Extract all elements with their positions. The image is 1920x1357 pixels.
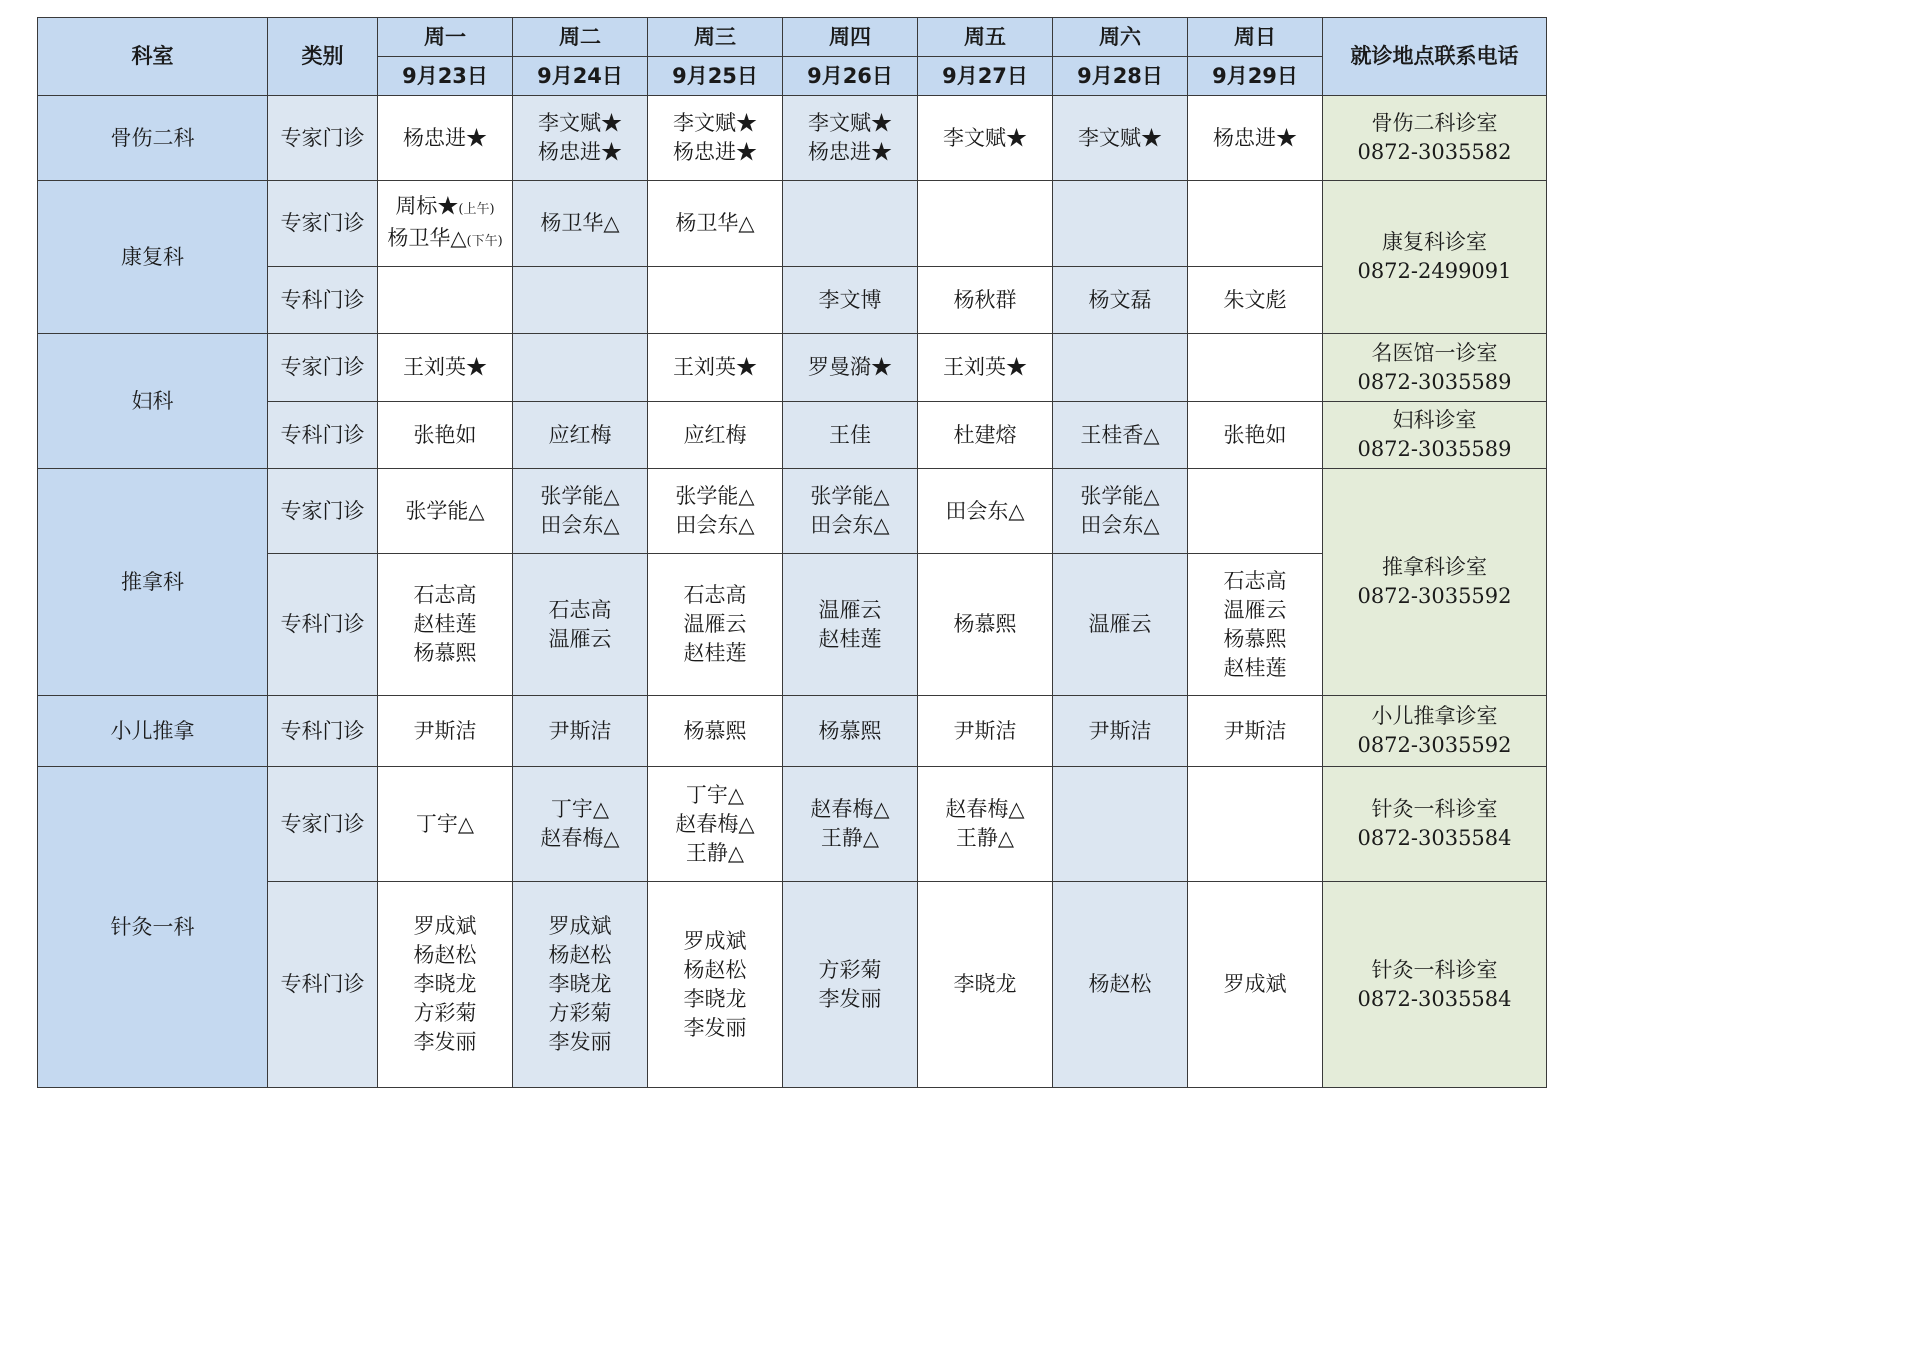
doctor-name: 罗成斌 bbox=[413, 914, 477, 938]
location-room: 名医馆一诊室 bbox=[1371, 340, 1498, 365]
schedule-cell bbox=[1053, 882, 1188, 1088]
doctor-name: 应红梅 bbox=[683, 422, 747, 447]
schedule-cell bbox=[783, 267, 918, 334]
doctor-name: 李发丽 bbox=[818, 986, 882, 1011]
schedule-cell bbox=[1188, 334, 1323, 402]
header-date: 9月29日 bbox=[1188, 57, 1323, 96]
location-room: 骨伤二科诊室 bbox=[1371, 111, 1498, 135]
schedule-cell bbox=[918, 96, 1053, 181]
doctor-name: 张艳如 bbox=[1223, 422, 1287, 447]
doctor-name: 杨慕熙 bbox=[818, 718, 882, 743]
schedule-cell bbox=[513, 554, 648, 696]
dept-tuina: 推拿科 bbox=[38, 469, 268, 696]
doctor-name: 石志高 bbox=[683, 583, 747, 607]
location-phone: 0872-3035589 bbox=[1357, 369, 1512, 394]
doctor-name: 李文博 bbox=[818, 287, 882, 312]
row-fuke-expert bbox=[38, 334, 1547, 402]
schedule-cell bbox=[513, 267, 648, 334]
doctor-name: 李文赋★ bbox=[673, 111, 757, 135]
schedule-cell bbox=[1053, 767, 1188, 882]
dept-gushang: 骨伤二科 bbox=[38, 96, 268, 181]
row-gushang-expert bbox=[38, 96, 1547, 181]
doctor-name: 尹斯洁 bbox=[413, 718, 477, 743]
doctor-name: 杨忠进★ bbox=[538, 140, 622, 164]
category-specialty: 专科门诊 bbox=[268, 267, 378, 334]
location-room: 推拿科诊室 bbox=[1382, 555, 1487, 579]
doctor-name: 李晓龙 bbox=[683, 986, 747, 1011]
schedule-cell bbox=[513, 402, 648, 469]
location-room: 妇科诊室 bbox=[1392, 408, 1477, 432]
schedule-cell bbox=[513, 469, 648, 554]
schedule-cell bbox=[378, 696, 513, 767]
location-phone: 0872-3035592 bbox=[1357, 733, 1512, 757]
schedule-cell bbox=[783, 554, 918, 696]
doctor-name: 赵春梅△ bbox=[810, 797, 890, 821]
header-dept: 科室 bbox=[38, 18, 268, 96]
header-date: 9月28日 bbox=[1053, 57, 1188, 96]
doctor-name: 田会东△ bbox=[675, 513, 755, 537]
schedule-cell bbox=[1188, 96, 1323, 181]
doctor-name: 王刘英★ bbox=[943, 355, 1027, 379]
doctor-name: 杨慕熙 bbox=[953, 612, 1017, 636]
doctor-name: 李文赋★ bbox=[943, 125, 1027, 150]
location-cell bbox=[1323, 767, 1547, 882]
doctor-name: 赵桂莲 bbox=[818, 626, 882, 651]
location-cell bbox=[1323, 334, 1547, 402]
doctor-name: 赵桂莲 bbox=[683, 641, 747, 665]
doctor-name: 张学能△ bbox=[540, 484, 620, 508]
location-room: 小儿推拿诊室 bbox=[1371, 704, 1498, 728]
schedule-cell bbox=[918, 181, 1053, 267]
doctor-name: 朱文彪 bbox=[1223, 287, 1287, 312]
location-cell bbox=[1323, 96, 1547, 181]
schedule-cell bbox=[1053, 181, 1188, 267]
schedule-cell bbox=[378, 767, 513, 882]
schedule-cell bbox=[1053, 267, 1188, 334]
doctor-name: 罗曼漪★ bbox=[808, 355, 892, 379]
category-specialty: 专科门诊 bbox=[268, 402, 378, 469]
schedule-cell bbox=[783, 402, 918, 469]
schedule-cell bbox=[513, 334, 648, 402]
schedule-cell bbox=[1188, 402, 1323, 469]
location-cell bbox=[1323, 181, 1547, 334]
doctor-name: 方彩菊 bbox=[818, 957, 882, 982]
doctor-name: 张学能△ bbox=[675, 484, 755, 508]
doctor-name: 王静△ bbox=[820, 826, 880, 850]
schedule-cell bbox=[918, 334, 1053, 402]
doctor-name: 张学能△ bbox=[405, 498, 485, 523]
doctor-name: 赵春梅△ bbox=[540, 826, 620, 850]
doctor-name: 李发丽 bbox=[413, 1030, 477, 1054]
schedule-cell bbox=[1053, 696, 1188, 767]
schedule-cell bbox=[918, 882, 1053, 1088]
doctor-name: 温雁云 bbox=[683, 612, 747, 636]
schedule-cell bbox=[648, 767, 783, 882]
schedule-cell bbox=[783, 767, 918, 882]
doctor-name: 杨卫华△ bbox=[540, 211, 620, 235]
dept-kangfu: 康复科 bbox=[38, 181, 268, 334]
schedule-cell bbox=[783, 181, 918, 267]
location-room: 康复科诊室 bbox=[1382, 230, 1487, 254]
schedule-cell bbox=[648, 882, 783, 1088]
schedule-cell bbox=[1053, 96, 1188, 181]
doctor-name: 石志高 bbox=[548, 597, 612, 622]
schedule-cell bbox=[918, 469, 1053, 554]
header-weekday: 周一 bbox=[378, 18, 513, 57]
doctor-name: 田会东△ bbox=[945, 498, 1025, 523]
doctor-name: 李晓龙 bbox=[953, 972, 1017, 996]
schedule-cell bbox=[378, 181, 513, 267]
schedule-cell bbox=[378, 402, 513, 469]
row-tuina-expert bbox=[38, 469, 1547, 554]
doctor-name: 张学能△ bbox=[810, 484, 890, 508]
doctor-name: 罗成斌 bbox=[1223, 972, 1287, 996]
schedule-cell bbox=[513, 696, 648, 767]
category-expert: 专家门诊 bbox=[268, 469, 378, 554]
schedule-cell bbox=[1053, 334, 1188, 402]
dept-zhenjiu: 针灸一科 bbox=[38, 767, 268, 1088]
schedule-cell bbox=[1053, 554, 1188, 696]
header-weekday: 周五 bbox=[918, 18, 1053, 57]
category-expert: 专家门诊 bbox=[268, 767, 378, 882]
doctor-name: 杨慕熙 bbox=[683, 718, 747, 743]
doctor-name: 王刘英★ bbox=[403, 355, 487, 379]
doctor-name: 杨赵松 bbox=[548, 943, 612, 967]
doctor-name: 杨忠进★ bbox=[808, 140, 892, 164]
doctor-name: 杨忠进★ bbox=[673, 140, 757, 164]
doctor-name: 杨赵松 bbox=[1088, 972, 1152, 996]
doctor-name: 王桂香△ bbox=[1080, 422, 1160, 447]
category-expert: 专家门诊 bbox=[268, 181, 378, 267]
clinic-schedule-table bbox=[37, 17, 1547, 1088]
schedule-cell bbox=[783, 882, 918, 1088]
schedule-cell bbox=[783, 96, 918, 181]
schedule-cell bbox=[378, 267, 513, 334]
doctor-name: 赵春梅△ bbox=[675, 811, 755, 836]
schedule-cell bbox=[1188, 696, 1323, 767]
location-room: 针灸一科诊室 bbox=[1371, 797, 1498, 821]
schedule-cell bbox=[1188, 767, 1323, 882]
category-specialty: 专科门诊 bbox=[268, 882, 378, 1088]
doctor-name: 王佳 bbox=[829, 422, 871, 447]
location-cell bbox=[1323, 882, 1547, 1088]
doctor-name: 罗成斌 bbox=[683, 928, 747, 953]
schedule-cell bbox=[648, 469, 783, 554]
doctor-name: 李发丽 bbox=[548, 1030, 612, 1054]
doctor-name: 李晓龙 bbox=[413, 972, 477, 996]
doctor-name: 杨赵松 bbox=[413, 943, 477, 967]
schedule-cell bbox=[918, 767, 1053, 882]
category-specialty: 专科门诊 bbox=[268, 696, 378, 767]
header-weekday: 周三 bbox=[648, 18, 783, 57]
doctor-name: 温雁云 bbox=[1088, 612, 1152, 636]
location-phone: 0872-2499091 bbox=[1357, 259, 1512, 283]
schedule-cell bbox=[378, 882, 513, 1088]
schedule-cell bbox=[513, 767, 648, 882]
doctor-name: 温雁云 bbox=[548, 626, 612, 651]
schedule-cell bbox=[378, 554, 513, 696]
doctor-name: 石志高 bbox=[1223, 568, 1287, 593]
header-category: 类别 bbox=[268, 18, 378, 96]
category-specialty: 专科门诊 bbox=[268, 554, 378, 696]
schedule-cell bbox=[648, 181, 783, 267]
row-zhenjiu-expert bbox=[38, 767, 1547, 882]
schedule-cell bbox=[1188, 554, 1323, 696]
dept-fuke: 妇科 bbox=[38, 334, 268, 469]
schedule-cell bbox=[1053, 402, 1188, 469]
doctor-name: 田会东△ bbox=[810, 513, 890, 537]
header-row-weekdays bbox=[38, 18, 1547, 57]
schedule-cell bbox=[648, 96, 783, 181]
schedule-cell bbox=[1053, 469, 1188, 554]
schedule-cell bbox=[1188, 469, 1323, 554]
doctor-name: 杨忠进★ bbox=[1213, 125, 1297, 150]
doctor-name: 尹斯洁 bbox=[548, 718, 612, 743]
schedule-cell bbox=[378, 96, 513, 181]
schedule-cell bbox=[918, 696, 1053, 767]
schedule-cell bbox=[1188, 882, 1323, 1088]
location-phone: 0872-3035584 bbox=[1357, 826, 1512, 850]
schedule-cell bbox=[648, 402, 783, 469]
schedule-cell bbox=[1188, 267, 1323, 334]
schedule-cell bbox=[513, 96, 648, 181]
category-expert: 专家门诊 bbox=[268, 96, 378, 181]
doctor-name: 丁宇△ bbox=[685, 782, 745, 807]
schedule-cell bbox=[648, 554, 783, 696]
location-phone: 0872-3035592 bbox=[1357, 584, 1512, 608]
schedule-cell bbox=[378, 334, 513, 402]
doctor-name: 李文赋★ bbox=[1078, 125, 1162, 150]
doctor-name: 周标★ bbox=[395, 193, 459, 218]
location-phone: 0872-3035582 bbox=[1357, 140, 1512, 164]
header-weekday: 周六 bbox=[1053, 18, 1188, 57]
doctor-name: 田会东△ bbox=[540, 513, 620, 537]
schedule-cell bbox=[783, 469, 918, 554]
doctor-name: 杨文磊 bbox=[1088, 287, 1152, 312]
category-expert: 专家门诊 bbox=[268, 334, 378, 402]
doctor-name: 张学能△ bbox=[1080, 484, 1160, 508]
doctor-name: 赵桂莲 bbox=[1223, 655, 1287, 680]
schedule-cell bbox=[648, 267, 783, 334]
doctor-name: 杜建熔 bbox=[953, 422, 1017, 447]
doctor-name: 温雁云 bbox=[1223, 597, 1287, 622]
doctor-name: 温雁云 bbox=[818, 597, 882, 622]
doctor-name: 尹斯洁 bbox=[953, 718, 1017, 743]
schedule-cell bbox=[648, 334, 783, 402]
doctor-name: 罗成斌 bbox=[548, 914, 612, 938]
doctor-name: 王静△ bbox=[685, 840, 745, 865]
header-weekday: 周四 bbox=[783, 18, 918, 57]
time-note: (下午) bbox=[466, 233, 503, 249]
doctor-name: 石志高 bbox=[413, 583, 477, 607]
schedule-cell bbox=[513, 882, 648, 1088]
schedule-cell bbox=[918, 554, 1053, 696]
doctor-name: 尹斯洁 bbox=[1223, 718, 1287, 743]
doctor-name: 张艳如 bbox=[413, 422, 477, 447]
schedule-cell bbox=[918, 402, 1053, 469]
doctor-name: 杨卫华△ bbox=[675, 211, 755, 235]
doctor-name: 杨忠进★ bbox=[403, 125, 487, 150]
doctor-name: 李发丽 bbox=[683, 1015, 747, 1040]
header-date: 9月23日 bbox=[378, 57, 513, 96]
schedule-cell bbox=[783, 334, 918, 402]
dept-xiaoer: 小儿推拿 bbox=[38, 696, 268, 767]
header-weekday: 周日 bbox=[1188, 18, 1323, 57]
doctor-name: 方彩菊 bbox=[548, 1001, 612, 1025]
doctor-name: 应红梅 bbox=[548, 422, 612, 447]
header-location: 就诊地点联系电话 bbox=[1323, 18, 1547, 96]
doctor-name: 杨慕熙 bbox=[413, 641, 477, 665]
doctor-name: 杨慕熙 bbox=[1223, 626, 1287, 651]
schedule-cell bbox=[918, 267, 1053, 334]
doctor-name: 尹斯洁 bbox=[1088, 718, 1152, 743]
doctor-name: 王静△ bbox=[955, 826, 1015, 850]
row-xiaoer-specialty bbox=[38, 696, 1547, 767]
doctor-name: 田会东△ bbox=[1080, 513, 1160, 537]
doctor-name: 李文赋★ bbox=[808, 111, 892, 135]
doctor-name: 丁宇△ bbox=[415, 811, 475, 836]
doctor-name: 赵桂莲 bbox=[413, 612, 477, 636]
doctor-name: 杨赵松 bbox=[683, 957, 747, 982]
schedule-cell bbox=[378, 469, 513, 554]
schedule-cell bbox=[648, 696, 783, 767]
doctor-name: 丁宇△ bbox=[550, 797, 610, 821]
location-cell bbox=[1323, 402, 1547, 469]
doctor-name: 王刘英★ bbox=[673, 355, 757, 379]
header-date: 9月25日 bbox=[648, 57, 783, 96]
doctor-name: 李文赋★ bbox=[538, 111, 622, 135]
schedule-cell bbox=[1188, 181, 1323, 267]
row-kangfu-expert bbox=[38, 181, 1547, 267]
doctor-name: 杨卫华△ bbox=[387, 225, 467, 250]
header-weekday: 周二 bbox=[513, 18, 648, 57]
doctor-name: 李晓龙 bbox=[548, 972, 612, 996]
location-cell bbox=[1323, 696, 1547, 767]
location-phone: 0872-3035584 bbox=[1357, 986, 1512, 1011]
doctor-name: 杨秋群 bbox=[953, 287, 1017, 312]
location-cell bbox=[1323, 469, 1547, 696]
doctor-name: 方彩菊 bbox=[413, 1001, 477, 1025]
location-phone: 0872-3035589 bbox=[1357, 437, 1512, 461]
header-date: 9月26日 bbox=[783, 57, 918, 96]
location-room: 针灸一科诊室 bbox=[1371, 957, 1498, 982]
schedule-cell bbox=[783, 696, 918, 767]
header-date: 9月27日 bbox=[918, 57, 1053, 96]
time-note: (上午) bbox=[458, 201, 495, 217]
schedule-cell bbox=[513, 181, 648, 267]
doctor-name: 赵春梅△ bbox=[945, 797, 1025, 821]
header-date: 9月24日 bbox=[513, 57, 648, 96]
